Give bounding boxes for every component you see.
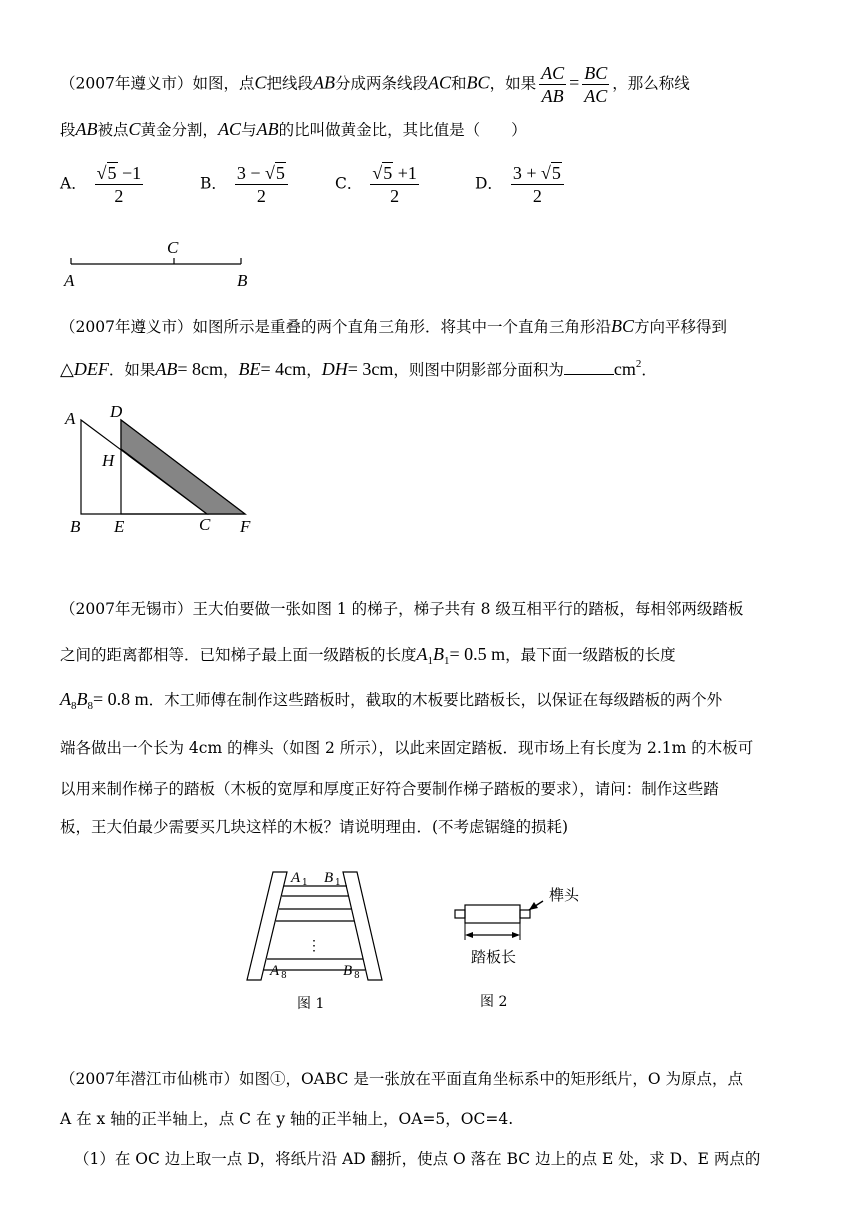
right-tenon xyxy=(520,910,530,918)
q1-segment-figure xyxy=(55,238,275,293)
q3-line-1: （2007年无锡市）王大伯要做一张如图 1 的梯子，梯子共有 8 级互相平行的踏板，每相邻两级踏板 xyxy=(60,600,744,618)
label-a8: A xyxy=(270,963,280,979)
label-b1: B xyxy=(324,870,334,886)
q4-line-3: （1）在 OC 边上取一点 D，将纸片沿 AD 翻折，使点 O 落在 BC 边上的点 E 处，求 D、E 两点的 xyxy=(74,1150,761,1168)
q1-line-1: （2007年遵义市）如图，点C把线段AB分成两条线段AC和BC，如果 $\frac{AC}{AB}$ = $\frac{BC}{AC}$ ，那么称线 xyxy=(60,63,690,106)
label-d: D xyxy=(110,402,123,421)
left-rail xyxy=(247,872,287,980)
label-b: B xyxy=(70,517,81,536)
label-b8: B xyxy=(343,963,353,979)
q1-option-c: C． $\frac{√5 +1}{2}$ xyxy=(335,163,417,206)
q4-line-1: （2007年潜江市仙桃市）如图①，OABC 是一张放在平面直角坐标系中的矩形纸片，O 为原点，点 xyxy=(60,1070,743,1088)
q3-line-5: 以用来制作梯子的踏板（木板的宽厚和厚度正好符合要制作梯子踏板的要求），请问：制作这些踏 xyxy=(60,780,719,798)
q1-option-a: A． $\frac{√5 -1}{2}$ xyxy=(60,163,142,206)
left-tenon xyxy=(455,910,465,918)
svg-text:1: 1 xyxy=(302,878,308,888)
svg-text:8: 8 xyxy=(281,971,287,981)
label-c: C xyxy=(167,238,179,257)
q1-ratio-2: $\frac{BC}{AC}$ xyxy=(584,63,608,106)
q3-line-4: 端各做出一个长为 4cm 的榫头（如图 2 所示），以此来固定踏板．现市场上有长度为 2.1m 的木板可 xyxy=(60,739,754,757)
q1-line-2: 段AB被点C黄金分割，AC与AB的比叫做黄金比，其比值是（ ） xyxy=(60,119,527,139)
label-f: F xyxy=(240,517,251,536)
dots: ⋮ xyxy=(307,938,321,954)
q3-line-2: 之间的距离都相等．已知梯子最上面一级踏板的长度$A_1B_1= 0.5$ m，最下面一级踏板的长度 xyxy=(60,644,676,667)
label-h: H xyxy=(102,451,115,470)
tenon-figure xyxy=(445,878,615,1013)
q1-source: （2007年遵义市） xyxy=(60,74,193,93)
q1-ratio-1: $\frac{AC}{AB}$ xyxy=(541,63,565,106)
figure-1-caption: 图 1 xyxy=(297,996,325,1012)
q1-option-b: B． $\frac{3 - √5}{2}$ xyxy=(200,162,291,207)
q2-line-2: △DEF．如果AB= 8cm，BE= 4cm，DH= 3cm，则图中阴影部分面积为 $cm^2$． xyxy=(60,358,657,379)
shaded-region xyxy=(121,420,245,514)
figure-2-caption: 图 2 xyxy=(480,994,508,1010)
q4-line-2: A 在 x 轴的正半轴上，点 C 在 y 轴的正半轴上，OA=5，OC=4. xyxy=(60,1110,514,1128)
q3-source: （2007年无锡市） xyxy=(60,600,193,618)
ladder-figure xyxy=(240,860,390,1020)
q3-line-6: 板，王大伯最少需要买几块这样的木板？请说明理由．(不考虑锯缝的损耗) xyxy=(60,818,569,836)
answer-blank[interactable] xyxy=(564,360,614,375)
q2-triangle-figure xyxy=(60,400,270,540)
label-a: A xyxy=(64,271,75,290)
label-a: A xyxy=(65,409,76,428)
svg-text:8: 8 xyxy=(354,971,360,981)
label-c: C xyxy=(199,515,211,534)
q2-source: （2007年遵义市） xyxy=(60,318,193,336)
board xyxy=(465,905,520,923)
q4-source: （2007年潜江市仙桃市） xyxy=(60,1070,239,1088)
label-e: E xyxy=(114,517,125,536)
q1-option-d: D． $\frac{3 + √5}{2}$ xyxy=(475,162,567,207)
label-b: B xyxy=(237,271,248,290)
svg-text:1: 1 xyxy=(335,878,341,888)
board-length-label: 踏板长 xyxy=(471,948,517,966)
q2-line-1: （2007年遵义市）如图所示是重叠的两个直角三角形．将其中一个直角三角形沿BC方向平移得到 xyxy=(60,316,727,336)
tenon-label: 榫头 xyxy=(549,886,580,904)
q3-line-3: $A_8B_8= 0.8$ m．木工师傅在制作这些踏板时，截取的木板要比踏板长，以保证在每级踏板的两个外 xyxy=(60,689,723,712)
label-a1: A xyxy=(291,870,301,886)
